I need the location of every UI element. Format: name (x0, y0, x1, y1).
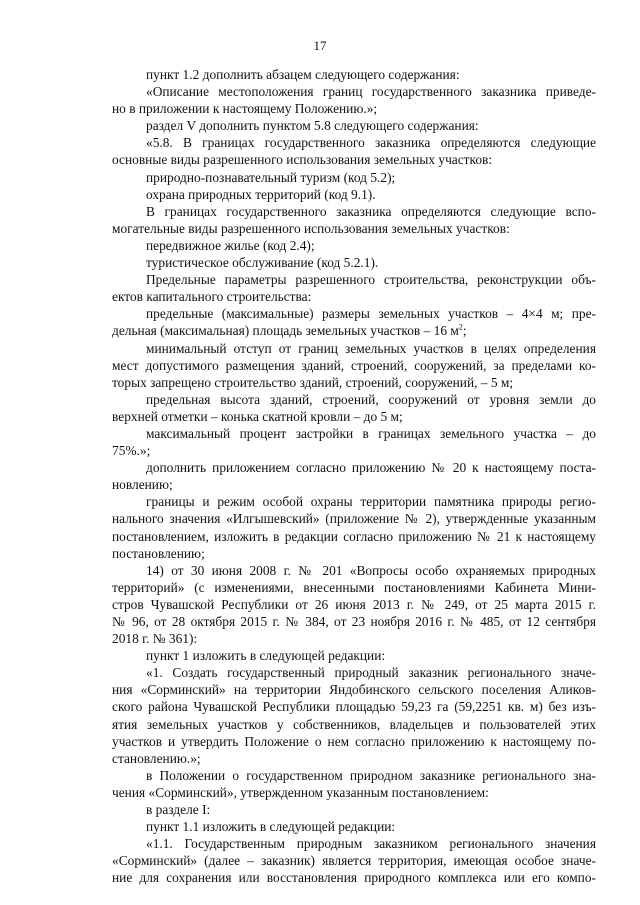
text-line-content: в Положении о государственном природном заказнике регионального зна- (146, 767, 596, 783)
text-line-content: основные виды разрешенного использования земельных участков: (112, 152, 493, 168)
text-line-content: «5.8. В границах государственного заказника определяются следующие (146, 135, 596, 151)
text-line-content: новлению; (112, 477, 173, 493)
text-line-content: 2018 г. № 361): (112, 631, 198, 647)
text-line (112, 733, 596, 750)
text-line (112, 528, 596, 545)
text-line-content: № 96, от 28 октября 2015 г. № 384, от 23 ноября 2016 г. № 485, от 12 сентября (112, 614, 596, 629)
text-line-content: ния «Сорминский» на территории Яндобинского сельского поселения Аликов- (112, 682, 596, 698)
text-line-content: раздел V дополнить пунктом 5.8 следующего содержания: (146, 118, 479, 134)
text-line-content: ского района Чувашской Республики площадью 59,23 га (59,2251 кв. м) без изъ- (112, 699, 596, 715)
text-line (112, 784, 596, 801)
text-line (112, 169, 596, 186)
document-body (112, 66, 596, 887)
text-line-content: постановлению; (112, 545, 205, 561)
text-line-content: могательные виды разрешенного использования земельных участков: (112, 220, 510, 236)
page-number: 17 (313, 38, 327, 53)
text-line-content: торых запрещено строительство зданий, строений, сооружений, – 5 м; (112, 374, 514, 390)
text-line-content: «1. Создать государственный природный заказник регионального значе- (146, 665, 596, 681)
text-line (112, 664, 596, 681)
text-line-content: ятия земельных участков у собственников, владельцев и пользователей этих (112, 716, 596, 732)
text-line-content: 75%.»; (112, 443, 151, 459)
text-line-content: в разделе I: (146, 802, 211, 818)
text-line-content: мест допустимого размещения зданий, строений, сооружений, за пределами ко- (112, 357, 596, 373)
text-line-content: пункт 1.1 изложить в следующей редакции: (146, 819, 396, 835)
text-line (112, 630, 596, 647)
text-line (112, 83, 596, 100)
text-line (112, 186, 596, 203)
text-line (112, 100, 596, 117)
text-line-content: Предельные параметры разрешенного строительства, реконструкции объ- (146, 272, 596, 288)
text-line (112, 254, 596, 271)
text-line (112, 681, 596, 698)
text-line (112, 220, 596, 237)
text-line (112, 767, 596, 784)
text-line (112, 305, 596, 322)
text-line (112, 391, 596, 408)
text-line (112, 476, 596, 493)
text-line-content: природно-познавательный туризм (код 5.2); (146, 169, 396, 185)
text-line-content: чения «Сорминский», утвержденном указанным постановлением: (112, 784, 489, 800)
text-line-content: ектов капитального строительства: (112, 289, 312, 305)
text-line-tail: ; (462, 323, 467, 339)
text-line-content: становлению.»; (112, 750, 201, 766)
text-line (112, 151, 596, 168)
text-line (112, 579, 596, 596)
text-line (112, 340, 596, 357)
text-line-content: минимальный отступ от границ земельных участков в целях определения (146, 340, 596, 356)
text-line (112, 203, 596, 220)
text-line-content: передвижное жилье (код 2.4); (146, 237, 315, 253)
text-line (112, 562, 596, 579)
text-line (112, 459, 596, 476)
text-line (112, 716, 596, 733)
text-line-content: пункт 1.2 дополнить абзацем следующего содержания: (146, 67, 460, 82)
text-line (112, 647, 596, 664)
text-line-content: «1.1. Государственным природным заказником регионального значения (146, 836, 596, 852)
text-line-content: охрана природных территорий (код 9.1). (146, 186, 376, 202)
text-line-content: дельная (максимальная) площадь земельных участков – 16 м (112, 323, 459, 339)
text-line-content: ние для сохранения или восстановления природного комплекса или его компо- (112, 870, 596, 886)
text-line (112, 801, 596, 818)
text-line-content: максимальный процент застройки в границах земельного участка – до (146, 425, 596, 441)
text-line-content: В границах государственного заказника определяются следующие вспо- (146, 203, 596, 219)
text-line (112, 818, 596, 835)
text-line (112, 698, 596, 715)
text-line-content: участков и утвердить Положение о нем согласно приложению к настоящему по- (112, 733, 596, 749)
text-line-content: дополнить приложением согласно приложению № 20 к настоящему поста- (146, 460, 596, 476)
text-line (112, 493, 596, 510)
text-line (112, 750, 596, 767)
text-line-content: верхней отметки – конька скатной кровли – до 5 м; (112, 408, 403, 424)
text-line-content: границы и режим особой охраны территории памятника природы регио- (146, 494, 596, 510)
text-line-content: территорий» (с изменениями, внесенными постановлениями Кабинета Мини- (112, 579, 596, 595)
text-line (112, 442, 596, 459)
text-line (112, 613, 596, 630)
text-line-content: «Описание местоположения границ государственного заказника приведе- (146, 84, 596, 100)
text-line-content: «Сорминский» (далее – заказник) является территория, имеющая особое значе- (112, 853, 596, 869)
text-line-content: предельная высота зданий, строений, сооружений от уровня земли до (146, 391, 596, 407)
text-line-content: 14) от 30 июня 2008 г. № 201 «Вопросы особо охраняемых природных (146, 562, 596, 578)
text-line (112, 852, 596, 869)
text-line (112, 288, 596, 305)
text-line (112, 322, 596, 339)
text-line (112, 425, 596, 442)
text-line (112, 408, 596, 425)
text-line-content: нального значения «Илгышевский» (приложение № 2), утвержденные указанным (112, 511, 596, 527)
text-line (112, 374, 596, 391)
text-line (112, 596, 596, 613)
text-line (112, 357, 596, 374)
text-line-content: пункт 1 изложить в следующей редакции: (146, 648, 386, 664)
text-line (112, 271, 596, 288)
text-line (112, 835, 596, 852)
superscript: 2 (458, 322, 463, 332)
text-line-content: стров Чувашской Республики от 26 июня 2013 г. № 249, от 25 марта 2015 г. (112, 596, 596, 612)
text-line (112, 66, 596, 83)
text-line-content: предельные (максимальные) размеры земельных участков – 4×4 м; пре- (146, 306, 596, 322)
text-line (112, 510, 596, 527)
text-line-content: но в приложении к настоящему Положению.»; (112, 101, 378, 117)
text-line-content: туристическое обслуживание (код 5.2.1). (146, 255, 379, 271)
text-line-content: постановлением, изложить в редакции согласно приложению № 21 к настоящему (112, 528, 596, 544)
text-line (112, 869, 596, 886)
text-line (112, 134, 596, 151)
text-line (112, 237, 596, 254)
text-line (112, 117, 596, 134)
text-line (112, 545, 596, 562)
